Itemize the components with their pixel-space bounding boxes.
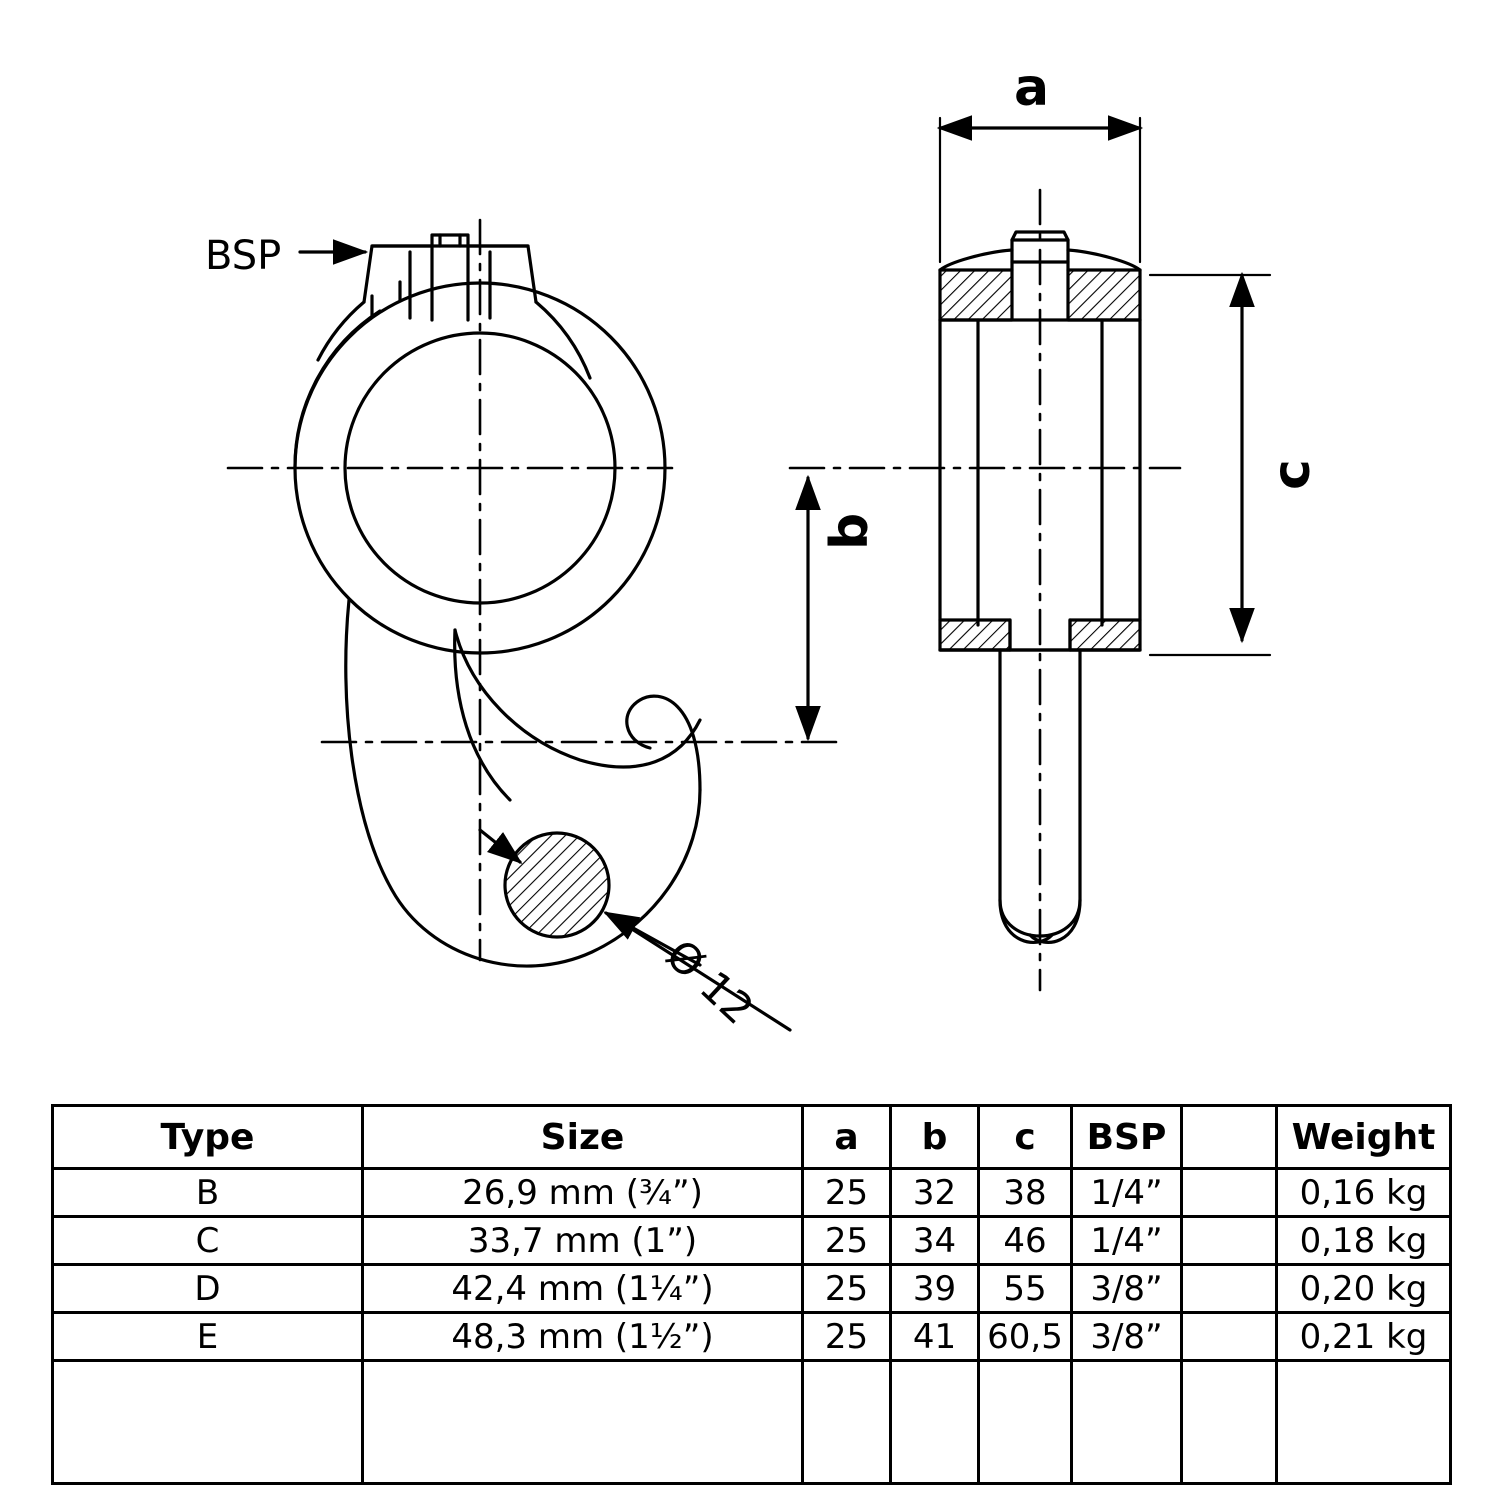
cell-size: 26,9 mm (¾”) [363,1169,803,1217]
table-row-empty [53,1361,1451,1484]
cell-weight: 0,18 kg [1277,1217,1451,1265]
cell-type: C [53,1217,363,1265]
cell-empty [1277,1361,1451,1484]
cell-type: E [53,1313,363,1361]
cell-a: 25 [803,1169,891,1217]
table-row [53,1169,1451,1217]
cell-empty [363,1361,803,1484]
cell-blank [1182,1313,1277,1361]
cell-weight: 0,20 kg [1277,1265,1451,1313]
cell-c: 38 [979,1169,1072,1217]
column-header-blank [1182,1106,1277,1169]
cell-type: B [53,1169,363,1217]
cell-empty [979,1361,1072,1484]
cell-c: 60,5 [979,1313,1072,1361]
cell-b: 34 [891,1217,979,1265]
cell-c: 55 [979,1265,1072,1313]
cell-weight: 0,21 kg [1277,1313,1451,1361]
cell-a: 25 [803,1265,891,1313]
cell-empty [53,1361,363,1484]
column-header-c: c [979,1106,1072,1169]
column-header-b: b [891,1106,979,1169]
table-row [53,1313,1451,1361]
cell-empty [1072,1361,1182,1484]
cell-type: D [53,1265,363,1313]
column-header-bsp: BSP [1072,1106,1182,1169]
cell-blank [1182,1217,1277,1265]
cell-b: 41 [891,1313,979,1361]
cell-bsp: 3/8” [1072,1265,1182,1313]
dimension-c-label: c [1262,459,1322,490]
cell-size: 42,4 mm (1¼”) [363,1265,803,1313]
cell-a: 25 [803,1217,891,1265]
cell-c: 46 [979,1217,1072,1265]
column-header-size: Size [363,1106,803,1169]
cell-size: 48,3 mm (1½”) [363,1313,803,1361]
table-header-row [53,1106,1451,1169]
diameter-12-label: Ø 12 [656,930,764,1034]
cell-size: 33,7 mm (1”) [363,1217,803,1265]
dimension-a-label: a [1014,58,1050,118]
cell-blank [1182,1169,1277,1217]
cell-blank [1182,1265,1277,1313]
column-header-a: a [803,1106,891,1169]
bsp-label: BSP [205,233,282,279]
cell-b: 39 [891,1265,979,1313]
cell-empty [803,1361,891,1484]
column-header-type: Type [53,1106,363,1169]
cell-weight: 0,16 kg [1277,1169,1451,1217]
cell-bsp: 1/4” [1072,1217,1182,1265]
cell-bsp: 3/8” [1072,1313,1182,1361]
cell-empty [1182,1361,1277,1484]
cell-b: 32 [891,1169,979,1217]
table-row [53,1265,1451,1313]
cell-a: 25 [803,1313,891,1361]
cell-bsp: 1/4” [1072,1169,1182,1217]
specification-table [51,1104,1452,1485]
column-header-weight: Weight [1277,1106,1451,1169]
cell-empty [891,1361,979,1484]
dimension-b-label: b [820,512,880,550]
table-row [53,1217,1451,1265]
